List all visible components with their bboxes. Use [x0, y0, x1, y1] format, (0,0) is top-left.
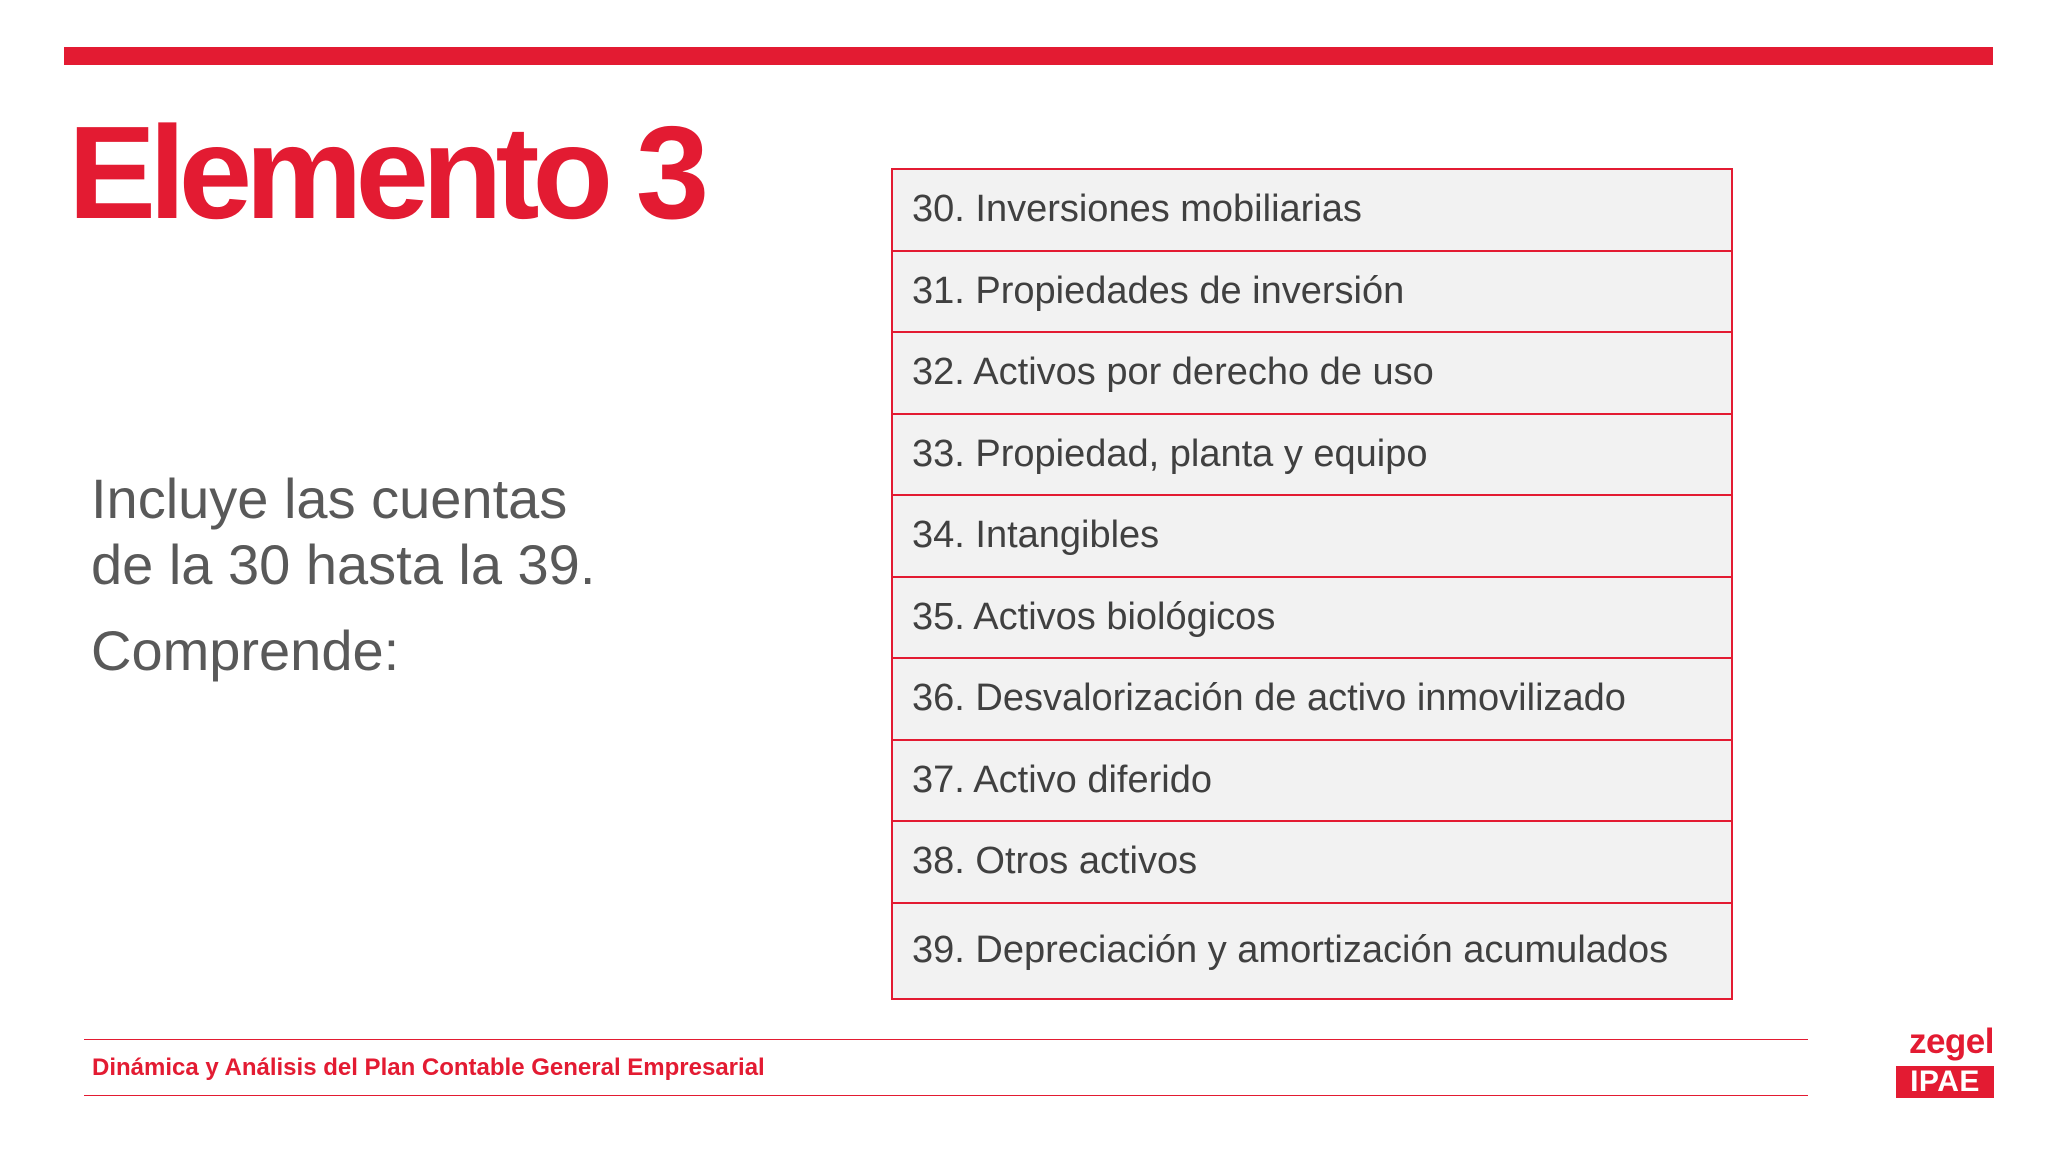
account-row: 38. Otros activos: [893, 822, 1731, 904]
footer-divider-top: [84, 1039, 1808, 1040]
account-row: 32. Activos por derecho de uso: [893, 333, 1731, 415]
intro-line-2: de la 30 hasta la 39.: [91, 533, 596, 596]
top-accent-bar: [64, 47, 1993, 65]
account-row: 34. Intangibles: [893, 496, 1731, 578]
account-row: 39. Depreciación y amortización acumulados: [912, 929, 1669, 971]
footer-divider-bottom: [84, 1095, 1808, 1096]
intro-line-3: Comprende:: [91, 619, 400, 682]
account-row: 36. Desvalorización de activo inmovilizado: [893, 659, 1731, 741]
account-row: 33. Propiedad, planta y equipo: [893, 415, 1731, 497]
zegel-ipae-logo: [1896, 1022, 1994, 1098]
account-row: 35. Activos biológicos: [893, 578, 1731, 660]
account-row: 30. Inversiones mobiliarias: [893, 170, 1731, 252]
intro-line-1: Incluye las cuentas: [91, 467, 568, 530]
account-row: 37. Activo diferido: [893, 741, 1731, 823]
logo-wordmark-ipae: IPAE: [1896, 1066, 1994, 1098]
slide-title: Elemento 3: [68, 99, 703, 246]
accounts-table: [891, 168, 1733, 1000]
footer-course-title: Dinámica y Análisis del Plan Contable General Empresarial: [92, 1054, 765, 1081]
logo-wordmark-zegel: zegel: [1908, 1022, 1994, 1061]
account-row: 31. Propiedades de inversión: [893, 252, 1731, 334]
intro-text-block: [91, 466, 851, 684]
